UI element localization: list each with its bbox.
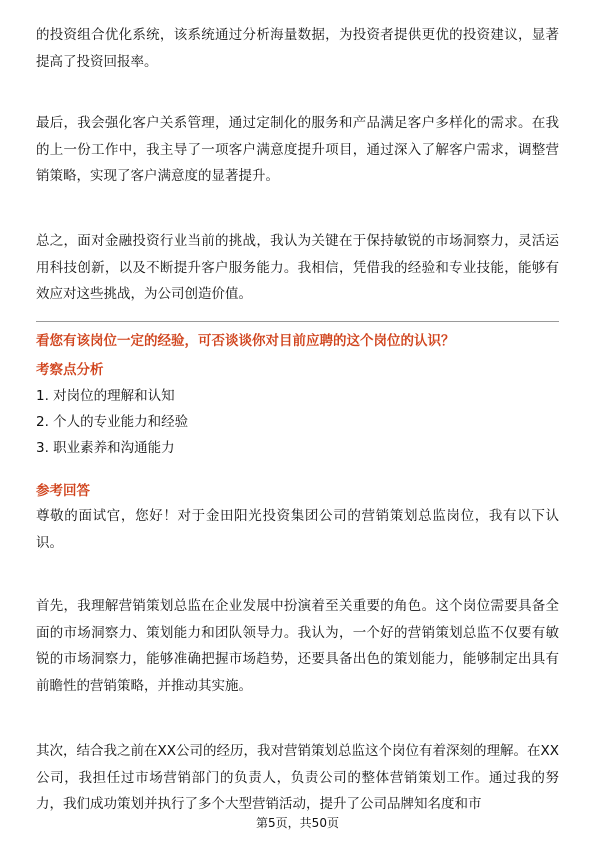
- paragraph-portfolio-system: 的投资组合优化系统，该系统通过分析海量数据，为投资者提供更优的投资建议，显著提高了投资回报率。: [36, 27, 559, 70]
- answer-paragraph-second: 其次，结合我之前在XX公司的经历，我对营销策划总监这个岗位有着深刻的理解。在XX公司，我担任过市场营销部门的负责人，负责公司的整体营销策划工作。通过我的努力，我们成功策划并执行了多个大型营销活动，提升了公司品牌知名度和市: [36, 743, 559, 812]
- paragraph-conclusion: 总之，面对金融投资行业当前的挑战，我认为关键在于保持敏锐的市场洞察力，灵活运用科技创新，以及不断提升客户服务能力。我相信，凭借我的经验和专业技能，能够有效应对这些挑战，为公司创造价值。: [36, 233, 559, 302]
- answer-paragraph-first: 首先，我理解营销策划总监在企业发展中扮演着至关重要的角色。这个岗位需要具备全面的市场洞察力、策划能力和团队领导力。我认为，一个好的营销策划总监不仅要有敏锐的市场洞察力，能够准确把握市场趋势，还要具备出色的策划能力，能够制定出具有前瞻性的营销策略，并推动其实施。: [36, 598, 559, 694]
- answer-heading: 参考回答: [36, 483, 90, 499]
- analysis-point: 3. 职业素养和沟通能力: [36, 440, 175, 456]
- paragraph-customer-relations: 最后，我会强化客户关系管理，通过定制化的服务和产品满足客户多样化的需求。在我的上一份工作中，我主导了一项客户满意度提升项目，通过深入了解客户需求，调整营销策略，实现了客户满意度的显著提升。: [36, 115, 559, 184]
- analysis-heading: 考察点分析: [36, 362, 104, 378]
- page-number-footer: 第5页，共50页: [256, 816, 339, 830]
- interview-question: 看您有该岗位一定的经验，可否谈谈你对目前应聘的这个岗位的认识？: [36, 333, 455, 349]
- section-divider: [36, 321, 559, 322]
- analysis-point: 1. 对岗位的理解和认知: [36, 388, 175, 404]
- analysis-points-list: [36, 383, 559, 461]
- answer-paragraph-greeting: 尊敬的面试官，您好！对于金田阳光投资集团公司的营销策划总监岗位，我有以下认识。: [36, 508, 559, 551]
- analysis-point: 2. 个人的专业能力和经验: [36, 414, 189, 430]
